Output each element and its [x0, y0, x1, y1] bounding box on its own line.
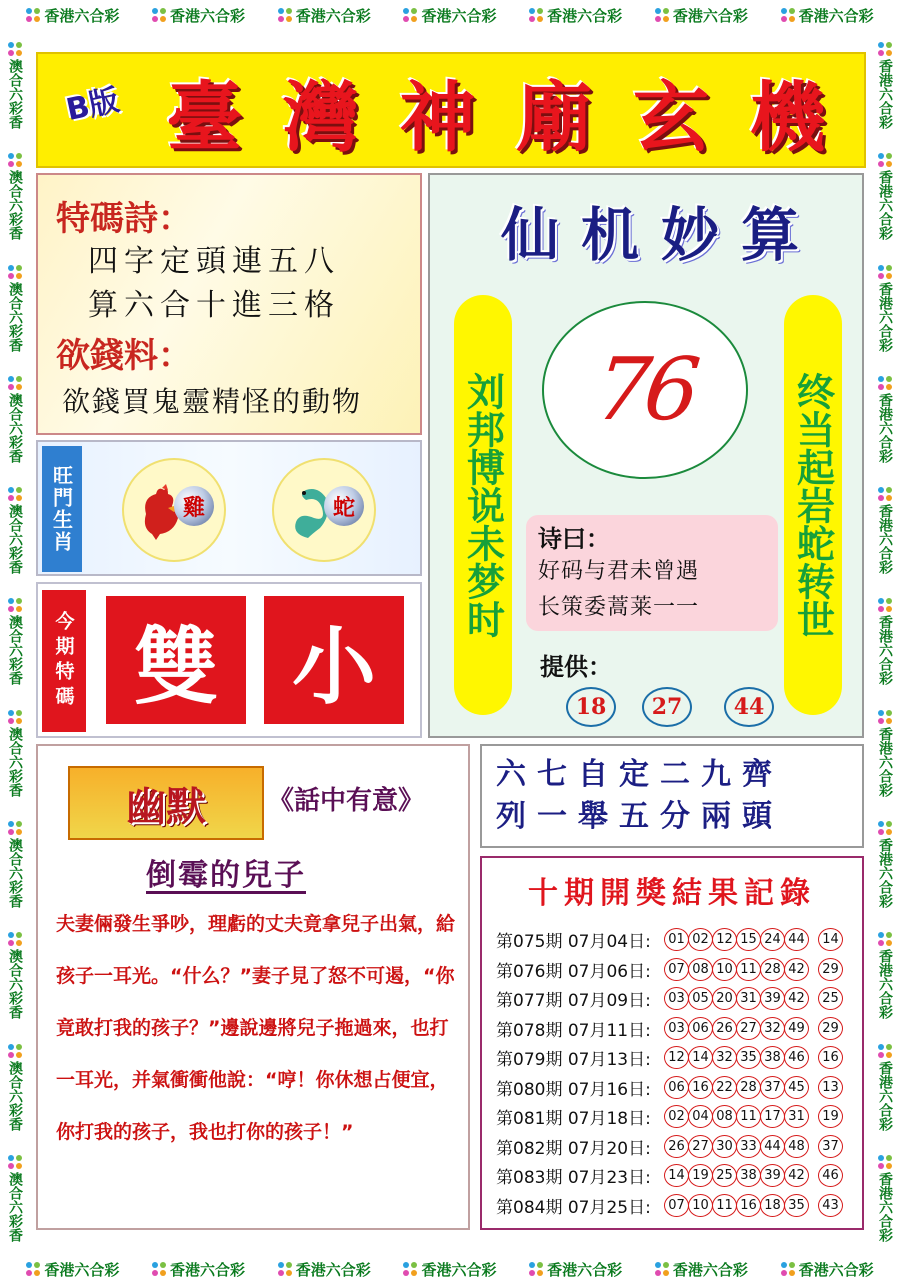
fairy-title-char: 仙	[500, 201, 559, 269]
fairy-title	[490, 197, 810, 269]
draw-number: 04	[688, 1105, 713, 1128]
riddle-line: 列一舉五分兩頭	[496, 799, 783, 834]
title-char: 灣	[282, 72, 363, 162]
frame-label	[152, 5, 245, 26]
draw-number: 02	[664, 1105, 689, 1128]
special-poem-panel	[36, 173, 422, 435]
provided-number: 18	[566, 687, 616, 727]
table-row	[496, 1103, 856, 1130]
table-row	[496, 985, 856, 1012]
draw-number: 45	[784, 1076, 809, 1099]
frame-text: 香港六合彩	[672, 1260, 748, 1279]
frame-label	[875, 932, 895, 1019]
frame-text: 澳合六彩香	[7, 949, 23, 1020]
draw-number: 20	[712, 987, 737, 1010]
special-number: 29	[818, 1017, 843, 1040]
poem-line: 算六合十進三格	[88, 288, 340, 323]
frame-label	[529, 5, 622, 26]
dots-icon	[878, 153, 892, 167]
draw-number: 42	[784, 958, 809, 981]
draw-label: 第081期 07月18日:	[496, 1109, 651, 1129]
special-number: 14	[818, 928, 843, 951]
frame-label	[5, 1044, 25, 1131]
frame-label	[5, 1155, 25, 1242]
dots-icon	[781, 8, 795, 22]
draw-number: 06	[688, 1017, 713, 1040]
left-verse-pill: 刘邦博说未梦时	[454, 295, 512, 715]
draw-number: 38	[736, 1164, 761, 1187]
draw-number: 14	[664, 1164, 689, 1187]
frame-label	[875, 153, 895, 240]
frame-text: 香港六合彩	[170, 1260, 246, 1279]
draw-label: 第075期 07月04日:	[496, 932, 651, 952]
frame-label	[26, 5, 119, 26]
frame-text: 澳合六彩香	[7, 1060, 23, 1131]
poem-heading: 特碼詩：	[56, 199, 192, 239]
draw-number: 32	[712, 1046, 737, 1069]
draw-number: 35	[784, 1194, 809, 1217]
draw-number: 28	[760, 958, 785, 981]
frame-text: 香港六合彩	[44, 1260, 120, 1279]
special-number: 25	[818, 987, 843, 1010]
fairy-title-char: 机	[580, 201, 639, 269]
dots-icon	[8, 821, 22, 835]
frame-text: 澳合六彩香	[7, 504, 23, 575]
frame-text: 香港六合彩	[877, 1060, 893, 1131]
fairy-title-char: 妙	[660, 201, 719, 269]
draw-number: 42	[784, 987, 809, 1010]
humor-logo: 幽默	[68, 766, 264, 840]
frame-text: 香港六合彩	[877, 392, 893, 463]
dots-icon	[878, 598, 892, 612]
draw-number: 02	[688, 928, 713, 951]
dots-icon	[529, 1262, 543, 1276]
draw-number: 28	[736, 1076, 761, 1099]
title-char: 玄	[632, 72, 713, 162]
title-banner	[36, 52, 866, 168]
frame-text: 香港六合彩	[295, 1260, 371, 1279]
dots-icon	[8, 153, 22, 167]
frame-label	[875, 710, 895, 797]
draw-number: 35	[736, 1046, 761, 1069]
frame-label	[875, 1155, 895, 1242]
frame-label	[655, 1259, 748, 1280]
draw-number: 01	[664, 928, 689, 951]
provide-label: 提供：	[540, 652, 612, 681]
draw-number: 11	[736, 958, 761, 981]
draw-number: 27	[736, 1017, 761, 1040]
draw-label: 第078期 07月11日:	[496, 1020, 651, 1041]
table-row	[496, 1015, 856, 1042]
frame-label	[5, 376, 25, 463]
draw-number: 10	[712, 958, 737, 981]
frame-text: 澳合六彩香	[7, 59, 23, 130]
dots-icon	[26, 8, 40, 22]
dots-icon	[878, 1155, 892, 1169]
poem-line: 四字定頭連五八	[88, 244, 340, 279]
humor-title: 倒霉的兒子	[146, 858, 306, 893]
draw-label: 第076期 07月06日:	[496, 961, 651, 982]
hint-title: 诗曰：	[538, 524, 610, 553]
draw-number: 27	[688, 1135, 713, 1158]
frame-text: 香港六合彩	[672, 6, 748, 25]
draw-number: 06	[664, 1076, 689, 1099]
frame-label	[278, 1259, 371, 1280]
frame-text: 香港六合彩	[877, 281, 893, 352]
frame-text: 澳合六彩香	[7, 1171, 23, 1242]
dots-icon	[26, 1262, 40, 1276]
frame-label	[403, 5, 496, 26]
riddle-panel	[480, 744, 864, 848]
frame-label	[875, 821, 895, 908]
frame-label	[875, 598, 895, 685]
frame-label	[655, 5, 748, 26]
fairy-title-char: 算	[740, 201, 799, 269]
frame-label	[278, 5, 371, 26]
table-row	[496, 1133, 856, 1160]
big-number: 76	[591, 340, 699, 440]
draw-number: 18	[760, 1194, 785, 1217]
frame-label	[875, 376, 895, 463]
draw-number: 07	[664, 958, 689, 981]
draw-number: 15	[736, 928, 761, 951]
draw-number: 25	[712, 1164, 737, 1187]
draw-number: 05	[688, 987, 713, 1010]
special-number: 46	[818, 1164, 843, 1187]
special-code-panel	[36, 582, 422, 738]
draw-number: 17	[760, 1105, 785, 1128]
hint-line: 好码与君未曾遇	[538, 559, 700, 584]
title-char: 臺	[166, 72, 247, 162]
draw-number: 44	[784, 928, 809, 951]
dots-icon	[278, 8, 292, 22]
draw-label: 第084期 07月25日:	[496, 1197, 651, 1218]
frame-label	[5, 42, 25, 129]
big-number-circle	[542, 301, 748, 479]
frame-label	[781, 1259, 874, 1280]
frame-text: 香港六合彩	[877, 949, 893, 1020]
dots-icon	[529, 8, 543, 22]
draw-number: 48	[784, 1135, 809, 1158]
zodiac-label: 旺門生肖	[42, 446, 82, 572]
draw-number: 08	[712, 1105, 737, 1128]
draw-number: 03	[664, 987, 689, 1010]
dots-icon	[8, 376, 22, 390]
dots-icon	[152, 8, 166, 22]
table-row	[496, 956, 856, 983]
frame-text: 香港六合彩	[877, 504, 893, 575]
draw-label: 第079期 07月13日:	[496, 1050, 651, 1070]
draw-number: 14	[688, 1046, 713, 1069]
zodiac-char: 蛇	[324, 486, 364, 526]
frame-label	[5, 932, 25, 1019]
draw-label: 第083期 07月23日:	[496, 1168, 651, 1188]
dots-icon	[878, 376, 892, 390]
draw-number: 11	[736, 1105, 761, 1128]
dots-icon	[655, 8, 669, 22]
draw-number: 08	[688, 958, 713, 981]
frame-text: 香港六合彩	[877, 726, 893, 797]
draw-number: 30	[712, 1135, 737, 1158]
table-row	[496, 1192, 856, 1219]
draw-number: 39	[760, 1164, 785, 1187]
frame-text: 香港六合彩	[877, 170, 893, 241]
frame-label	[152, 1259, 245, 1280]
draw-label: 第077期 07月09日:	[496, 991, 651, 1011]
draw-number: 38	[760, 1046, 785, 1069]
page-title	[148, 66, 848, 162]
draw-number: 44	[760, 1135, 785, 1158]
draw-number: 12	[712, 928, 737, 951]
dots-icon	[655, 1262, 669, 1276]
top-frame-strip	[0, 0, 900, 30]
frame-text: 香港六合彩	[421, 1260, 497, 1279]
table-row	[496, 1044, 856, 1071]
records-title: 十期開獎結果記錄	[528, 876, 816, 911]
dots-icon	[403, 8, 417, 22]
frame-label	[875, 265, 895, 352]
frame-text: 香港六合彩	[877, 615, 893, 686]
frame-text: 香港六合彩	[421, 6, 497, 25]
title-char: 廟	[516, 72, 597, 162]
frame-text: 香港六合彩	[547, 6, 623, 25]
dots-icon	[878, 487, 892, 501]
frame-label	[5, 710, 25, 797]
dots-icon	[878, 710, 892, 724]
dots-icon	[278, 1262, 292, 1276]
frame-text: 澳合六彩香	[7, 392, 23, 463]
frame-label	[5, 487, 25, 574]
frame-text: 澳合六彩香	[7, 615, 23, 686]
dots-icon	[878, 1044, 892, 1058]
frame-text: 香港六合彩	[547, 1260, 623, 1279]
draw-number: 22	[712, 1076, 737, 1099]
frame-label	[875, 487, 895, 574]
zodiac-item	[272, 458, 376, 562]
frame-text: 澳合六彩香	[7, 837, 23, 908]
draw-number: 42	[784, 1164, 809, 1187]
frame-text: 澳合六彩香	[7, 726, 23, 797]
title-char: 神	[399, 72, 480, 162]
zodiac-item	[122, 458, 226, 562]
dots-icon	[878, 932, 892, 946]
special-number: 37	[818, 1135, 843, 1158]
dots-icon	[8, 1044, 22, 1058]
hint-line: 长策委蒿莱一一	[538, 595, 700, 620]
dots-icon	[8, 598, 22, 612]
frame-label	[5, 265, 25, 352]
special-number: 43	[818, 1194, 843, 1217]
special-label: 今期特碼	[42, 590, 86, 732]
table-row	[496, 1074, 856, 1101]
dots-icon	[8, 932, 22, 946]
draw-number: 39	[760, 987, 785, 1010]
draw-records-panel	[480, 856, 864, 1230]
left-frame-strip	[0, 30, 30, 1254]
right-frame-strip	[870, 30, 900, 1254]
humor-panel	[36, 744, 470, 1230]
fairy-calculation-panel	[428, 173, 864, 738]
draw-number: 37	[760, 1076, 785, 1099]
dots-icon	[878, 821, 892, 835]
provided-number: 27	[642, 687, 692, 727]
bottom-frame-strip	[0, 1254, 900, 1284]
draw-number: 49	[784, 1017, 809, 1040]
draw-label: 第082期 07月20日:	[496, 1138, 651, 1159]
special-number: 13	[818, 1076, 843, 1099]
special-number: 16	[818, 1046, 843, 1069]
draw-number: 24	[760, 928, 785, 951]
frame-label	[403, 1259, 496, 1280]
frame-text: 香港六合彩	[295, 6, 371, 25]
frame-text: 香港六合彩	[877, 837, 893, 908]
dots-icon	[152, 1262, 166, 1276]
title-char: 機	[749, 72, 830, 162]
draw-number: 19	[688, 1164, 713, 1187]
provided-number: 44	[724, 687, 774, 727]
riddle-heading: 欲錢料：	[56, 336, 192, 376]
frame-text: 澳合六彩香	[7, 281, 23, 352]
frame-text: 香港六合彩	[170, 6, 246, 25]
frame-text: 香港六合彩	[798, 6, 874, 25]
draw-number: 16	[688, 1076, 713, 1099]
dots-icon	[8, 265, 22, 279]
frame-label	[5, 598, 25, 685]
riddle-line: 六七自定二九齊	[496, 757, 783, 792]
table-row	[496, 1162, 856, 1189]
draw-number: 11	[712, 1194, 737, 1217]
dots-icon	[8, 710, 22, 724]
draw-number: 32	[760, 1017, 785, 1040]
special-tile: 雙	[106, 596, 246, 724]
draw-label: 第080期 07月16日:	[496, 1079, 651, 1100]
frame-label	[875, 1044, 895, 1131]
humor-story: 夫妻倆發生爭吵，理虧的丈夫竟拿兒子出氣，給孩子一耳光。“什么？”妻子見了怒不可遏，“你竟敢打我的孩子？”邊說邊將兒子拖過來，也打一耳光，并氣衝衝他說：“哼！你休想占便宜，你打我的孩子，我也打你的孩子！”	[56, 913, 456, 1143]
frame-label	[781, 5, 874, 26]
dots-icon	[8, 1155, 22, 1169]
draw-number: 31	[736, 987, 761, 1010]
draw-number: 46	[784, 1046, 809, 1069]
hint-panel	[526, 515, 778, 631]
frame-text: 香港六合彩	[877, 1171, 893, 1242]
frame-label	[5, 821, 25, 908]
riddle-text: 欲錢買鬼靈精怪的動物	[62, 385, 363, 418]
draw-number: 03	[664, 1017, 689, 1040]
dots-icon	[403, 1262, 417, 1276]
frame-text: 澳合六彩香	[7, 170, 23, 241]
dots-icon	[878, 265, 892, 279]
right-verse-pill: 终当起岩蛇转世	[784, 295, 842, 715]
draw-number: 07	[664, 1194, 689, 1217]
frame-label	[5, 153, 25, 240]
draw-number: 10	[688, 1194, 713, 1217]
special-number: 19	[818, 1105, 843, 1128]
dots-icon	[8, 42, 22, 56]
humor-tag: 《話中有意》	[268, 786, 425, 816]
frame-label	[875, 42, 895, 129]
draw-number: 31	[784, 1105, 809, 1128]
dots-icon	[8, 487, 22, 501]
frame-text: 香港六合彩	[798, 1260, 874, 1279]
dots-icon	[781, 1262, 795, 1276]
edition-badge: B版	[63, 82, 123, 129]
draw-number: 26	[712, 1017, 737, 1040]
frame-label	[26, 1259, 119, 1280]
special-tile: 小	[264, 596, 404, 724]
frame-text: 香港六合彩	[44, 6, 120, 25]
draw-number: 26	[664, 1135, 689, 1158]
draw-number: 12	[664, 1046, 689, 1069]
dots-icon	[878, 42, 892, 56]
draw-number: 33	[736, 1135, 761, 1158]
table-row	[496, 926, 856, 953]
zodiac-char: 雞	[174, 486, 214, 526]
draw-number: 16	[736, 1194, 761, 1217]
special-number: 29	[818, 958, 843, 981]
lucky-zodiac-panel	[36, 440, 422, 576]
frame-label	[529, 1259, 622, 1280]
frame-text: 香港六合彩	[877, 59, 893, 130]
